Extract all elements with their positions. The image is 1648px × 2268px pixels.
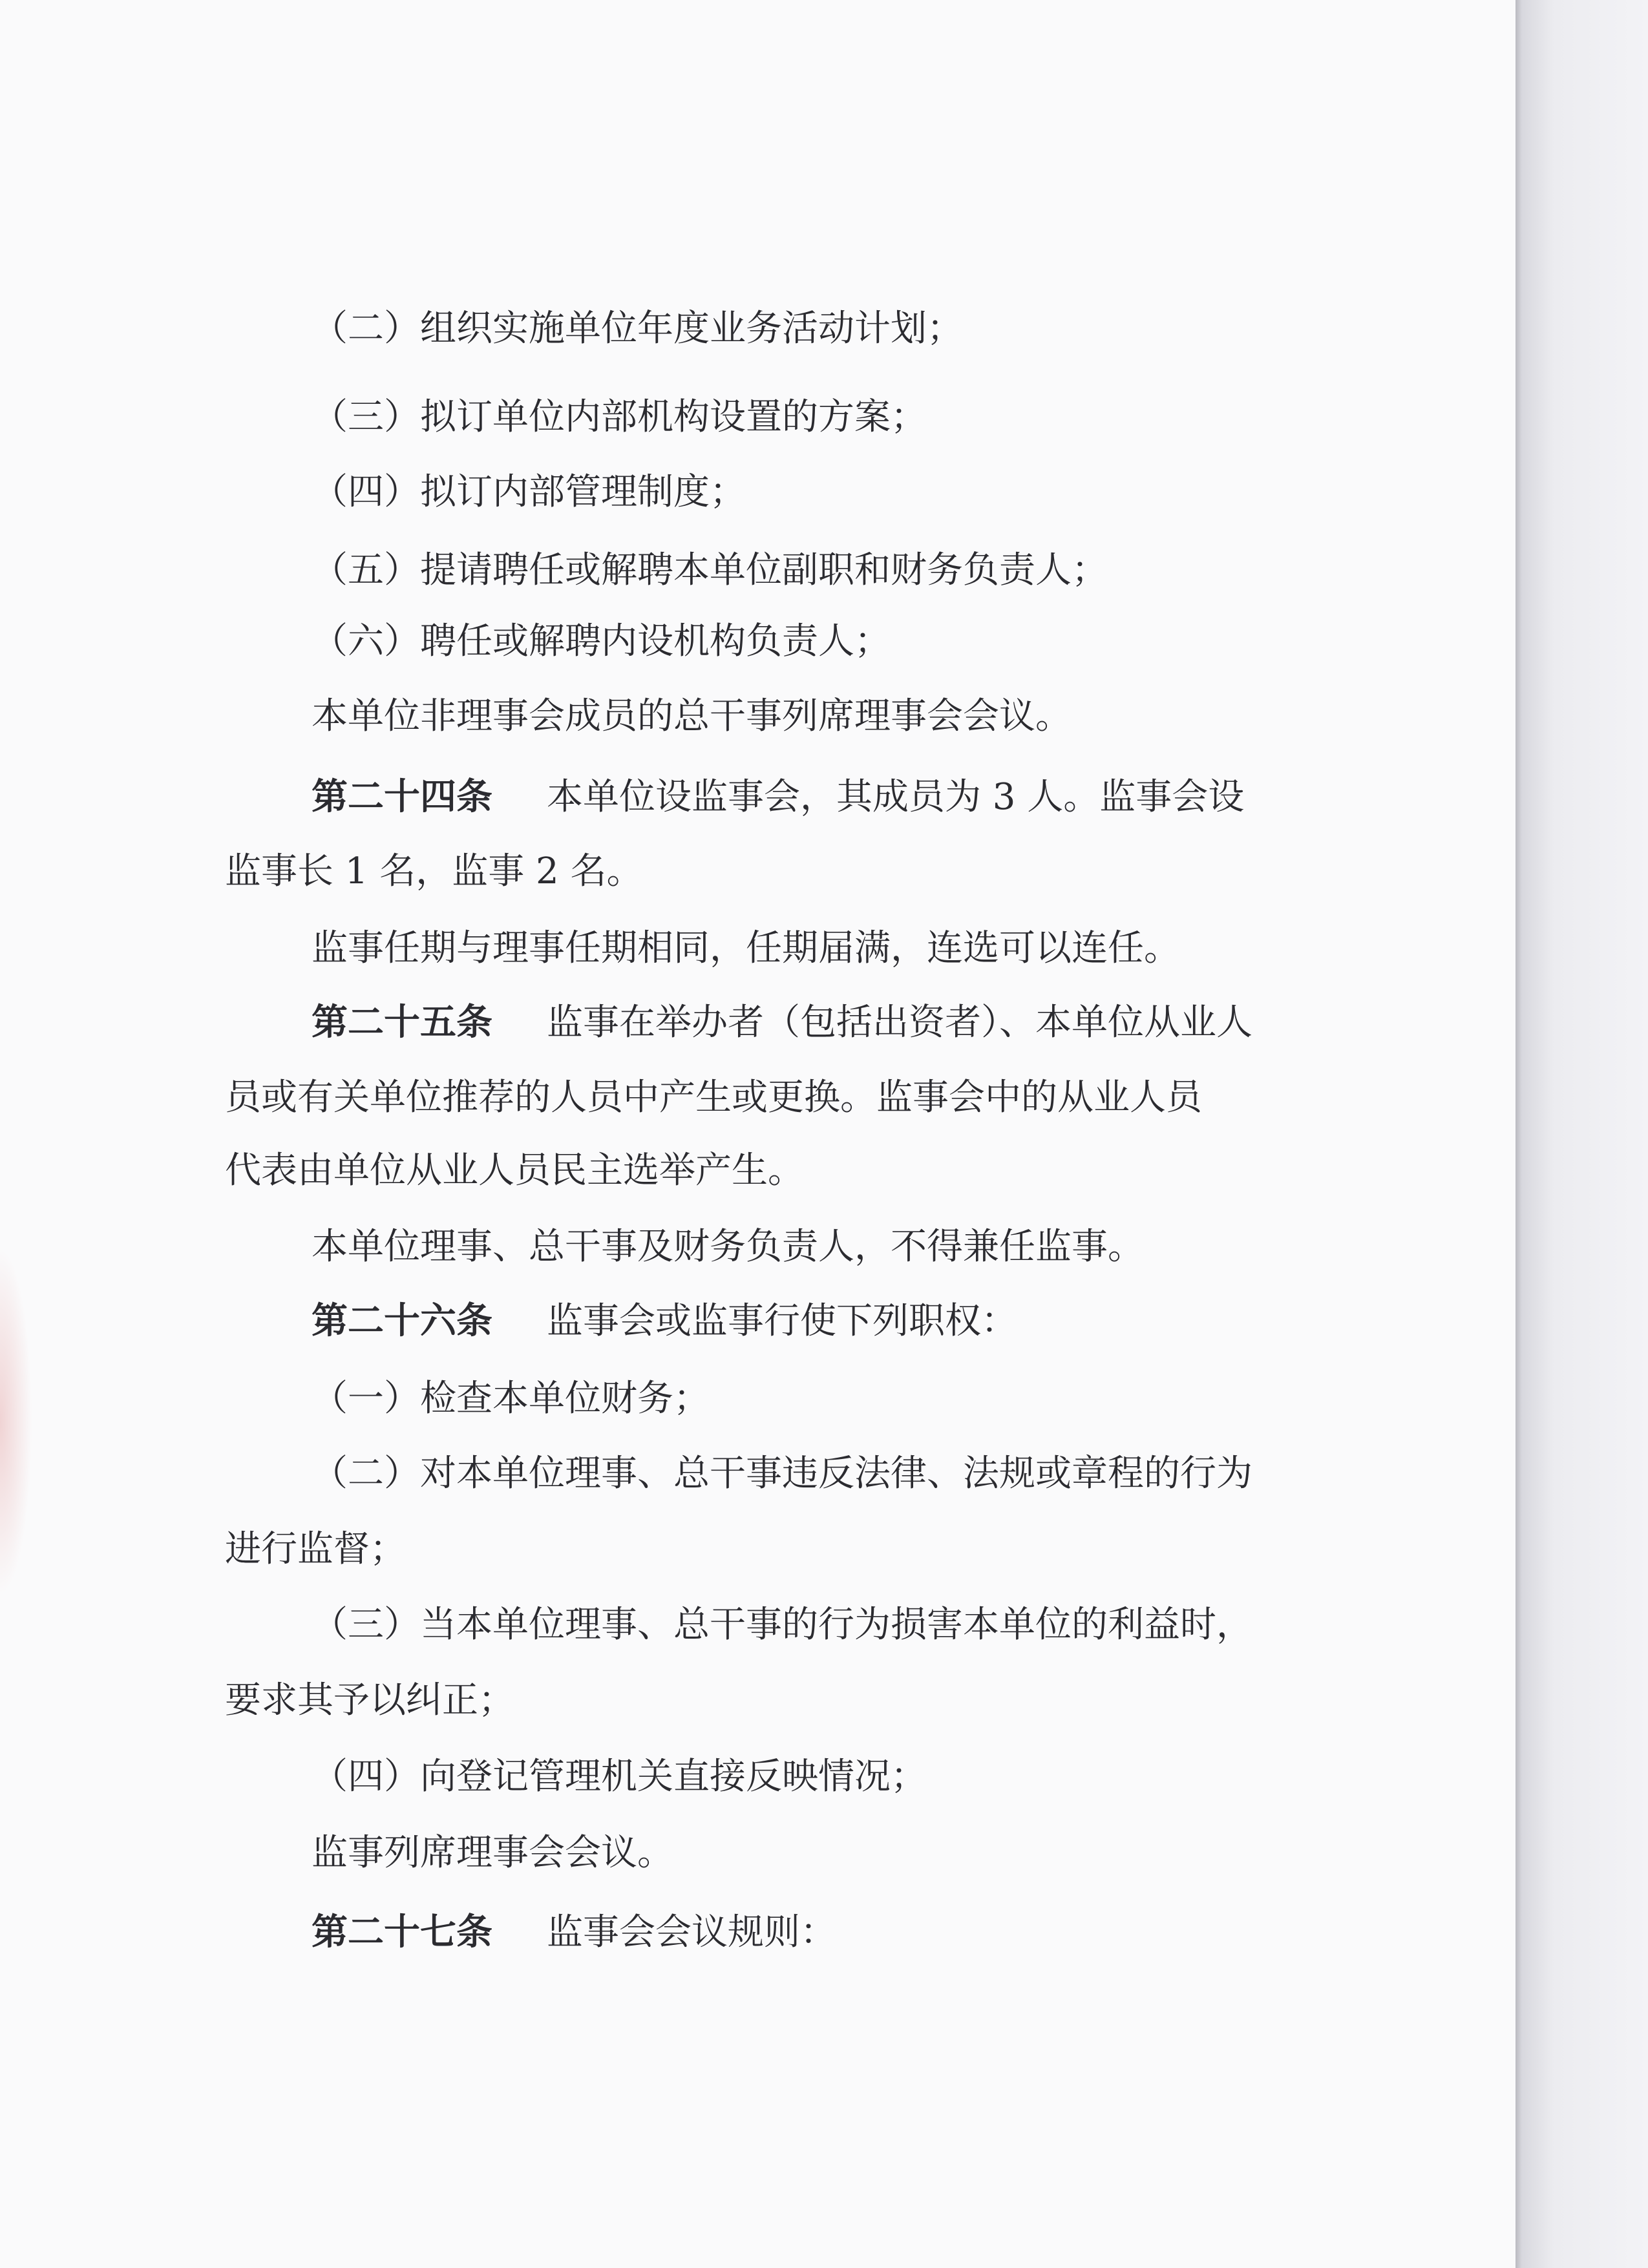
article-text: 本单位设监事会，其成员为 3 人。监事会设 [547, 776, 1245, 818]
article-text: 监事在举办者（包括出资者）、本单位从业人 [547, 1002, 1252, 1044]
text-line: 本单位非理事会成员的总干事列席理事会会议。 [312, 695, 1072, 737]
text-line: 员或有关单位推荐的人员中产生或更换。监事会中的从业人员 [225, 1076, 1202, 1118]
article-heading: 第二十五条 [312, 1001, 492, 1044]
text-line: 代表由单位从业人员民主选举产生。 [225, 1150, 804, 1192]
text-line: （四）拟订内部管理制度； [312, 471, 746, 513]
article-text: 监事会会议规则： [547, 1911, 836, 1953]
text-line: 监事任期与理事任期相同，任期届满，连选可以连任。 [312, 927, 1180, 969]
article-27 [312, 1909, 836, 1956]
article-heading: 第二十七条 [312, 1911, 492, 1953]
text-line: （四）向登记管理机关直接反映情况； [312, 1756, 927, 1798]
text-line: 要求其予以纠正； [225, 1679, 514, 1721]
article-25 [312, 999, 1252, 1046]
text-line: （三）拟订单位内部机构设置的方案； [312, 396, 927, 438]
article-24 [312, 773, 1244, 821]
article-heading: 第二十四条 [312, 775, 492, 818]
text-line: （二）组织实施单位年度业务活动计划； [312, 308, 963, 350]
text-line: 本单位理事、总干事及财务负责人，不得兼任监事。 [312, 1226, 1144, 1268]
text-line: 监事长 1 名，监事 2 名。 [225, 850, 643, 892]
article-heading: 第二十六条 [312, 1299, 492, 1342]
red-stamp-mark [0, 1247, 32, 1596]
text-line: 监事列席理事会会议。 [312, 1832, 673, 1874]
article-text: 监事会或监事行使下列职权： [547, 1300, 1017, 1342]
text-line: （二）对本单位理事、总干事违反法律、法规或章程的行为 [312, 1453, 1252, 1495]
scan-edge-shadow [1516, 0, 1648, 2268]
text-line: （三）当本单位理事、总干事的行为损害本单位的利益时， [312, 1604, 1252, 1646]
article-26 [312, 1297, 1017, 1345]
text-line: （一）检查本单位财务； [312, 1378, 710, 1420]
text-line: （六）聘任或解聘内设机构负责人； [312, 620, 891, 662]
text-line: （五）提请聘任或解聘本单位副职和财务负责人； [312, 549, 1108, 591]
text-line: 进行监督； [225, 1528, 406, 1570]
